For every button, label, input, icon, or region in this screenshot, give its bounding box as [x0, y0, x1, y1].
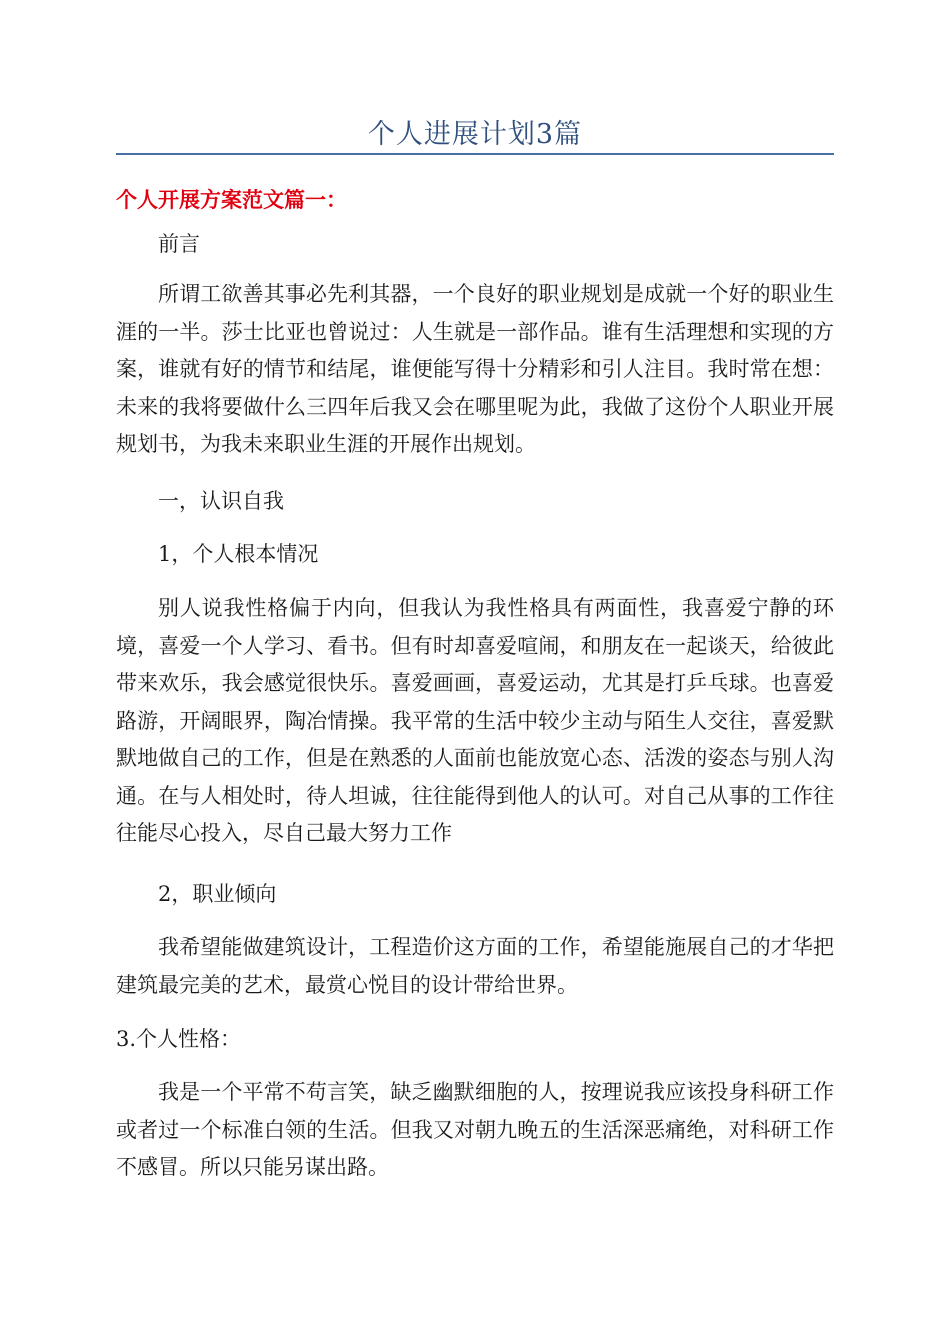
item2-heading: 2，职业倾向 [158, 882, 277, 906]
section-heading: 个人开展方案范文篇一： [116, 188, 347, 212]
title-underline [116, 153, 834, 155]
part1-heading: 一，认识自我 [158, 489, 284, 513]
item2-paragraph: 我希望能做建筑设计，工程造价这方面的工作，希望能施展自己的才华把建筑最完美的艺术，最赏心悦目的设计带给世界。 [116, 935, 834, 997]
document-title: 个人进展计划3篇 [367, 119, 583, 150]
preface-paragraph: 所谓工欲善其事必先利其器，一个良好的职业规划是成就一个好的职业生涯的一半。莎士比亚也曾说过：人生就是一部作品。谁有生活理想和实现的方案，谁就有好的情节和结尾，谁便能写得十分精彩和引人注目。我时常在想：未来的我将要做什么三四年后我又会在哪里呢为此，我做了这份个人职业开展规划书，为我未来职业生涯的开展作出规划。 [116, 282, 834, 456]
item1-paragraph: 别人说我性格偏于内向，但我认为我性格具有两面性，我喜爱宁静的环境，喜爱一个人学习、看书。但有时却喜爱喧闹，和朋友在一起谈天，给彼此带来欢乐，我会感觉很快乐。喜爱画画，喜爱运动，尤其是打乒乓球。也喜爱路游，开阔眼界，陶冶情操。我平常的生活中较少主动与陌生人交往，喜爱默默地做自己的工作，但是在熟悉的人面前也能放宽心态、活泼的姿态与别人沟通。在与人相处时，待人坦诚，往往能得到他人的认可。对自己从事的工作往往能尽心投入，尽自己最大努力工作 [116, 596, 834, 845]
item1-heading: 1，个人根本情况 [158, 542, 319, 566]
item3-paragraph: 我是一个平常不苟言笑，缺乏幽默细胞的人，按理说我应该投身科研工作或者过一个标准白领的生活。但我又对朝九晚五的生活深恶痛绝，对科研工作不感冒。所以只能另谋出路。 [116, 1080, 834, 1179]
item3-heading: 3.个人性格： [116, 1027, 242, 1051]
preface-label: 前言 [158, 232, 200, 256]
